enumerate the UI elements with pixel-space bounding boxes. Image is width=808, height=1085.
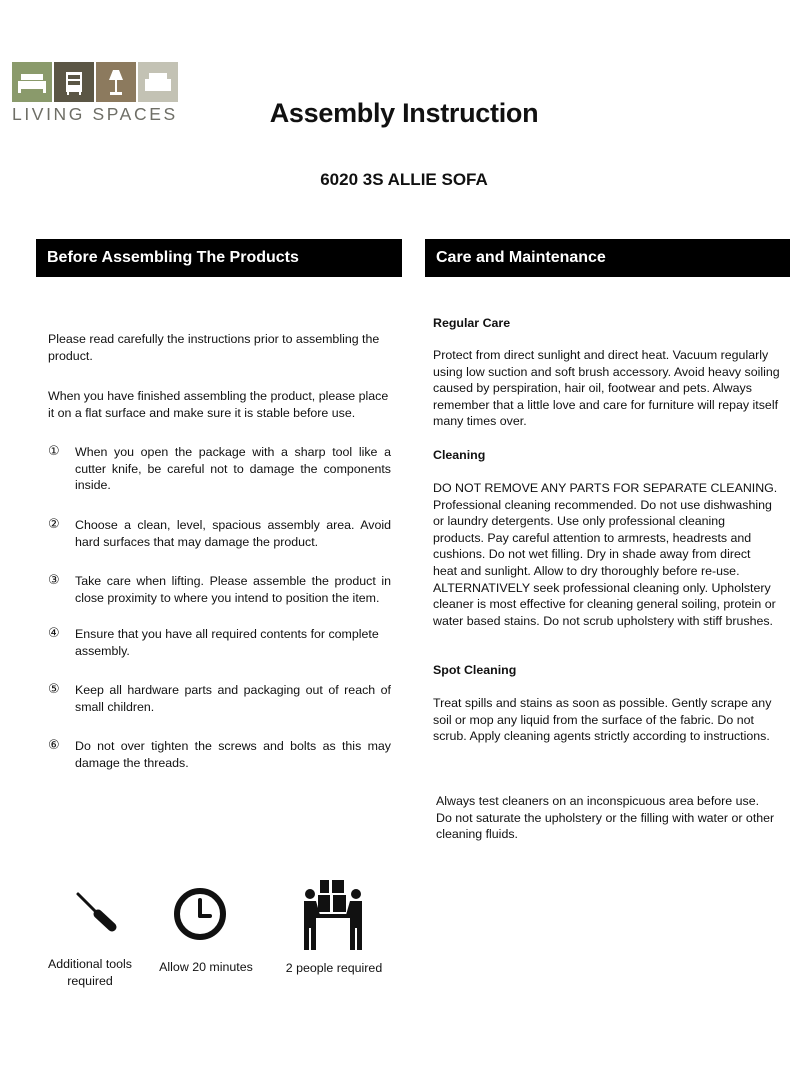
subheading-regular-care: Regular Care	[433, 316, 511, 330]
page-title: Assembly Instruction	[269, 98, 539, 128]
icon-caption: 2 people required	[285, 961, 383, 975]
item-text: When you open the package with a sharp tool like a cutter knife, be careful not to damage the components inside.	[75, 445, 391, 493]
two-people-icon	[298, 876, 368, 957]
spot-cleaning-text: Treat spills and stains as soon as possible. Gently scrape any soil or mop any liquid from the surface of the fabric. Do not scrub. Apply cleaning agents strictly according to instructions.	[433, 696, 772, 744]
section-header-before-assembling: Before Assembling The Products	[36, 239, 402, 277]
intro-paragraph: Please read carefully the instructions prior to assembling the product.	[48, 332, 380, 363]
regular-care-text: Protect from direct sunlight and direct heat. Vacuum regularly using low suction and soft brush accessory. Avoid heavy soiling caused by perspiration, hair oil, footwear and pets. Always remember that a little love and care for furniture will repay itself many times over.	[433, 348, 780, 429]
item-number: ⑥	[48, 738, 60, 753]
logo-text: LIVING SPACES	[12, 104, 178, 124]
product-name: 6020 3S ALLIE SOFA	[320, 170, 488, 189]
item-text: Keep all hardware parts and packaging out of reach of small children.	[75, 683, 391, 714]
item-text: Choose a clean, level, spacious assembly area. Avoid hard surfaces that may damage the product.	[75, 518, 391, 549]
item-text: Take care when lifting. Please assemble the product in close proximity to where you intend to position the item.	[75, 574, 391, 605]
subheading-cleaning: Cleaning	[433, 448, 486, 462]
bed-icon	[12, 62, 52, 102]
cleaning-text: DO NOT REMOVE ANY PARTS FOR SEPARATE CLEANING. Professional cleaning recommended. Do not use dishwashing or laundry detergents. Use only professional cleaning products. Pay careful attention to armrests, headrests and cushions. Do not wet filling. Dry in shade away from direct heat and sunlight. Allow to dry thoroughly before re-use. ALTERNATIVELY seek professional cleaning only. Upholstery cleaner is most effective for cleaning general soiling, protein or water based stains. Do not scrub upholstery with stiff brushes.	[433, 481, 778, 628]
subheading-spot-cleaning: Spot Cleaning	[433, 663, 517, 677]
item-text: Ensure that you have all required contents for complete assembly.	[75, 627, 379, 658]
item-number: ③	[48, 573, 60, 588]
item-number: ⑤	[48, 682, 60, 697]
section-header-care-maintenance: Care and Maintenance	[425, 239, 790, 277]
item-number: ④	[48, 626, 60, 641]
item-text: Do not over tighten the screws and bolts as this may damage the threads.	[75, 739, 391, 770]
dresser-icon	[54, 62, 94, 102]
cleaning-note: Always test cleaners on an inconspicuous area before use. Do not saturate the upholstery or the filling with water or other cleaning fluids.	[436, 794, 775, 842]
icon-caption: Allow 20 minutes	[159, 960, 253, 974]
item-number: ①	[48, 444, 60, 459]
intro-paragraph: When you have finished assembling the product, please place it on a flat surface and make sure it is stable before use.	[48, 389, 389, 420]
lamp-icon	[96, 62, 136, 102]
screwdriver-icon	[74, 890, 120, 937]
clock-icon	[172, 886, 228, 947]
item-number: ②	[48, 517, 60, 532]
icon-caption: Additional tools required	[47, 957, 133, 988]
armchair-icon	[138, 62, 178, 102]
